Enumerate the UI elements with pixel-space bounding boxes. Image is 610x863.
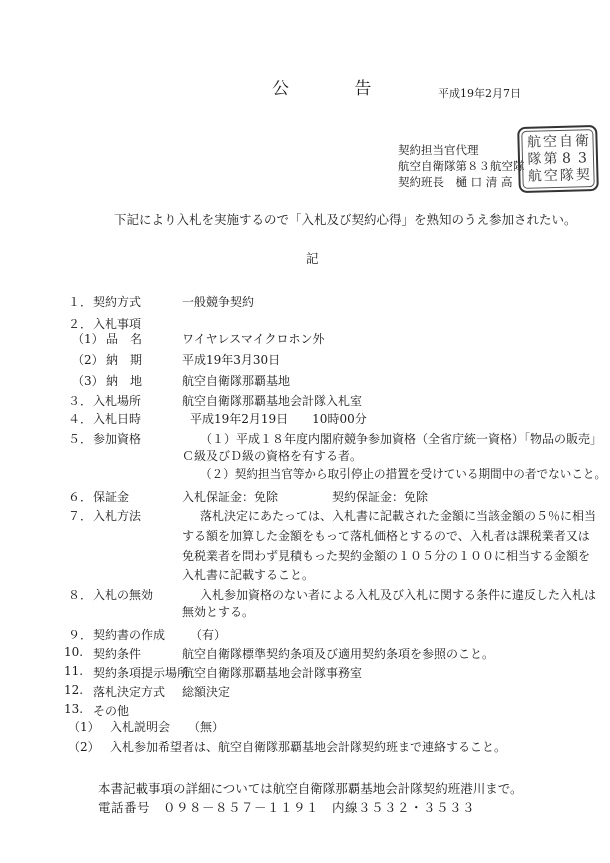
item-number: 12.	[64, 683, 84, 697]
item-label: 入札の無効	[93, 588, 154, 602]
intro-text: 下記により入札を実施するので「入札及び契約心得」を熟知のうえ参加されたい。	[114, 212, 577, 227]
item-label: 契約書の作成	[93, 628, 166, 642]
item-label: 入札日時	[93, 412, 142, 426]
item-label: 納 地	[106, 374, 143, 388]
item-label: 契約条項提示場所	[93, 666, 190, 680]
item-label: 入札場所	[93, 394, 142, 408]
other-number: （1）	[68, 720, 100, 734]
bid-deposit: 入札保証金：免除	[182, 490, 279, 504]
method-line: 落札決定にあたっては、入札書に記載された金額に当該金額の５％に相当	[200, 509, 597, 523]
item-number: ７．	[68, 509, 93, 523]
item-value: 航空自衛隊那覇基地	[182, 374, 291, 388]
item-number: 11.	[64, 664, 84, 678]
item-number: ６．	[68, 490, 93, 504]
invalid-line: 無効とする。	[182, 605, 255, 619]
sender-line: 契約班長 樋 口 清 高	[398, 175, 513, 189]
seal-lettering: 航 空 自 衛 隊 第 8 3 航 空 隊 契	[521, 129, 594, 189]
qualification-line: Ｃ級及びＤ級の資格を有する者。	[182, 449, 363, 463]
method-line: 免税業者を問わず見積もった契約金額の１０５分の１００に相当する金額を	[182, 549, 591, 563]
invalid-line: 入札参加資格のない者による入札及び入札に関する条件に違反した入札は	[200, 588, 597, 602]
item-value: （有）	[190, 628, 227, 642]
other-text: 入札説明会 （無）	[110, 720, 225, 734]
item-value: 航空自衛隊那覇基地会計隊事務室	[182, 666, 363, 680]
item-label: 入札方法	[93, 509, 142, 523]
item-label: 入札事項	[93, 317, 142, 331]
phone-number: 電話番号 ０９８－８５７－１１９１ 内線３５３２・３５３３	[98, 800, 476, 815]
issue-date: 平成19年2月7日	[438, 87, 521, 100]
item-number: ５．	[68, 432, 93, 446]
item-number: （3）	[72, 374, 104, 388]
section-heading: 記	[306, 251, 319, 266]
sender-line: 契約担当官代理	[398, 143, 479, 157]
item-value: 平成19年3月30日	[182, 353, 281, 367]
item-value: 航空自衛隊那覇基地会計隊入札室	[182, 394, 363, 408]
item-label: 落札決定方式	[93, 685, 166, 699]
item-number: ２．	[68, 317, 93, 331]
document-title: 公 告	[272, 79, 402, 99]
item-number: ４．	[68, 412, 93, 426]
item-label: その他	[93, 704, 130, 718]
item-label: 保証金	[93, 490, 130, 504]
other-number: （2）	[68, 740, 100, 754]
sender-line: 航空自衛隊第８３航空隊	[398, 159, 525, 173]
item-label: 納 期	[106, 353, 143, 367]
item-value: 航空自衛隊標準契約条項及び適用契約条項を参照のこと。	[182, 647, 495, 661]
item-label: 品 名	[106, 332, 143, 346]
contact-note: 本書記載事項の詳細については航空自衛隊那覇基地会計隊契約班港川まで。	[98, 781, 523, 796]
qualification-line: （１）平成１８年度内閣府競争参加資格（全省庁統一資格）「物品の販売」	[200, 432, 603, 446]
item-number: 13.	[64, 702, 84, 716]
item-label: 契約条件	[93, 647, 142, 661]
item-value: 一般競争契約	[182, 295, 255, 309]
item-number: １．	[68, 295, 93, 309]
other-text: 入札参加希望者は、航空自衛隊那覇基地会計隊契約班まで連絡すること。	[110, 740, 507, 754]
method-line: する額を加算した金額をもって落札価格とするので、入札者は課税業者又は	[182, 529, 590, 543]
item-number: ８．	[68, 588, 93, 602]
method-line: 入札書に記載すること。	[182, 568, 315, 582]
item-number: ３．	[68, 394, 93, 408]
item-number: 10.	[64, 645, 84, 659]
item-number: ９．	[68, 628, 93, 642]
contract-deposit: 契約保証金：免除	[332, 490, 429, 504]
item-label: 参加資格	[93, 432, 142, 446]
item-number: （2）	[72, 353, 104, 367]
item-value: ワイヤレスマイクロホン外	[182, 332, 325, 346]
item-number: （1）	[72, 332, 104, 346]
item-value: 総額決定	[182, 685, 231, 699]
item-label: 契約方式	[93, 295, 142, 309]
item-value: 平成19年2月19日 10時00分	[190, 412, 367, 426]
qualification-line: （２）契約担当官等から取引停止の措置を受けている期間中の者でないこと。	[200, 467, 607, 481]
official-seal	[517, 125, 599, 193]
